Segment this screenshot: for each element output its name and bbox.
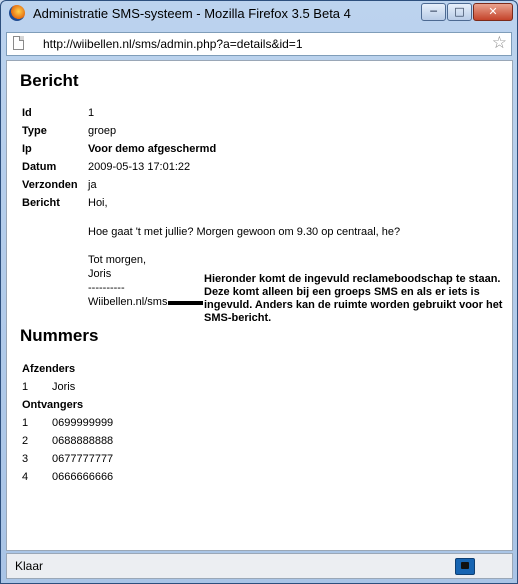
datum-label: Datum	[22, 161, 57, 173]
ip-label: Ip	[22, 143, 32, 155]
url-text[interactable]: http://wiibellen.nl/sms/admin.php?a=details&id=1	[43, 37, 303, 51]
ontvanger-number: 0677777777	[52, 453, 114, 465]
bericht-heading: Bericht	[20, 71, 79, 90]
title-bar[interactable]	[1, 1, 517, 27]
type-label: Type	[22, 125, 47, 137]
status-bar	[6, 553, 513, 579]
firefox-icon	[9, 5, 25, 21]
star-icon[interactable]: ☆	[491, 33, 507, 53]
ontvanger-number: 0699999999	[52, 417, 114, 429]
type-value: groep	[88, 125, 117, 137]
minimize-button[interactable]: ─	[421, 3, 446, 21]
bericht-label: Bericht	[22, 197, 60, 209]
afzender-index: 1	[22, 381, 29, 393]
afzender-name: Joris	[52, 381, 76, 393]
status-icon[interactable]	[455, 558, 475, 575]
ontvanger-index: 2	[22, 435, 29, 447]
ontvanger-number: 0666666666	[52, 471, 114, 483]
annotation-arrow	[168, 301, 203, 305]
datum-value: 2009-05-13 17:01:22	[88, 161, 191, 173]
status-text: Klaar	[15, 559, 44, 573]
ontvanger-number: 0688888888	[52, 435, 114, 447]
id-value: 1	[88, 107, 95, 119]
id-label: Id	[22, 107, 32, 119]
page-content	[6, 60, 513, 551]
bericht-greeting: Hoi,	[88, 197, 108, 209]
nummers-heading: Nummers	[20, 326, 99, 345]
ontvangers-label: Ontvangers	[22, 399, 84, 411]
verzonden-value: ja	[88, 179, 97, 191]
ip-value: Voor demo afgeschermd	[88, 143, 217, 155]
ontvanger-index: 3	[22, 453, 29, 465]
page-icon	[13, 36, 24, 50]
window-title: Administratie SMS-systeem - Mozilla Firefox 3.5 Beta 4	[33, 6, 351, 21]
url-bar[interactable]	[6, 32, 512, 56]
maximize-button[interactable]: □	[447, 3, 472, 21]
close-button[interactable]: ✕	[473, 3, 513, 21]
annotation-note: Hieronder komt de ingevuld reclameboodschap te staan. Deze komt alleen bij een groeps SMS en als er iets is ingevuld. Anders kan de ruimte worden gebruikt voor het SMS-bericht.	[204, 273, 503, 324]
ontvanger-index: 1	[22, 417, 29, 429]
message-body: Hoe gaat 't met jullie? Morgen gewoon om 9.30 op centraal, he? Tot morgen, Joris ---------- Wiibellen.nl/sms	[88, 226, 401, 308]
afzenders-label: Afzenders	[22, 363, 76, 375]
ontvanger-index: 4	[22, 471, 29, 483]
verzonden-label: Verzonden	[22, 179, 78, 191]
